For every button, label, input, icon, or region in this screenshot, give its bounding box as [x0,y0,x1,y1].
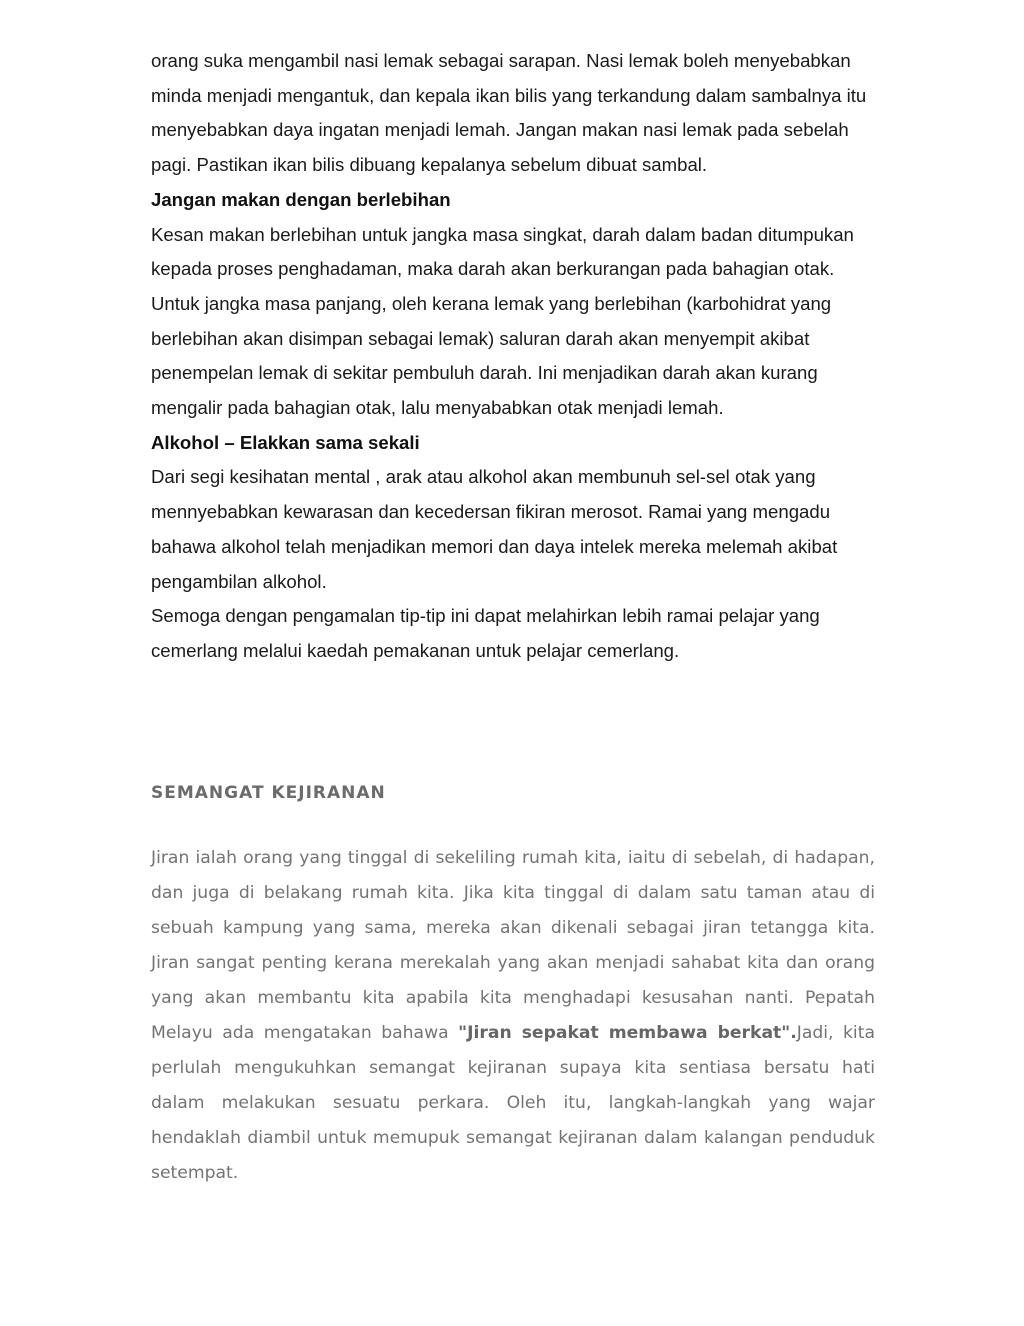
paragraph-alkohol: Dari segi kesihatan mental , arak atau alkohol akan membunuh sel-sel otak yang mennyebabkan kewarasan dan kecedersan fikiran merosot. Ramai yang mengadu bahawa alkohol telah menjadikan memori dan daya intelek mereka melemah akibat pengambilan alkohol. [151,466,838,592]
title-spacer [151,807,875,841]
heading-jangan-makan-berlebihan: Jangan makan dengan berlebihan [151,188,451,210]
heading-alkohol: Alkohol – Elakkan sama sekali [151,431,420,453]
section-title-semangat-kejiranan: SEMANGAT KEJIRANAN [151,782,386,803]
paragraph-jiran [151,841,875,1191]
paragraph-penutup: Semoga dengan pengamalan tip-tip ini dapat melahirkan lebih ramai pelajar yang cemerlang melalui kaedah pemakanan untuk pelajar cemerlang. [151,605,820,661]
paragraph-nasi-lemak: orang suka mengambil nasi lemak sebagai sarapan. Nasi lemak boleh menyebabkan minda menjadi mengantuk, dan kepala ikan bilis yang terkandung dalam sambalnya itu menyebabkan daya ingatan menjadi lemah. Jangan makan nasi lemak pada sebelah pagi. Pastikan ikan bilis dibuang kepalanya sebelum dibuat sambal. [151,50,867,176]
pepatah-quote: "Jiran sepakat membawa berkat". [458,1022,797,1043]
section-spacer [151,669,875,779]
paragraph-makan-berlebihan: Kesan makan berlebihan untuk jangka masa singkat, darah dalam badan ditumpukan kepada proses penghadaman, maka darah akan berkurangan pada bahagian otak. Untuk jangka masa panjang, oleh kerana lemak yang berlebihan (karbohidrat yang berlebihan akan disimpan sebagai lemak) saluran darah akan menyempit akibat penempelan lemak di sekitar pembuluh darah. Ini menjadikan darah akan kurang mengalir pada bahagian otak, lalu menyababkan otak menjadi lemah. [151,223,854,419]
paragraph-jiran-conclusion: Jadi, kita perlulah mengukuhkan semangat kejiranan supaya kita sentiasa bersatu hati dalam melakukan sesuatu perkara. Oleh itu, langkah-langkah yang wajar hendaklah diambil untuk memupuk semangat kejiranan dalam kalangan penduduk setempat. [151,1022,875,1183]
document-page [151,44,875,1191]
paragraph-jiran-intro: Jiran ialah orang yang tinggal di sekeliling rumah kita, iaitu di sebelah, di hadapan, dan juga di belakang rumah kita. Jika kita tinggal di dalam satu taman atau di sebuah kampung yang sama, mereka akan dikenali sebagai jiran tetangga kita. Jiran sangat penting kerana merekalah yang akan menjadi sahabat kita dan orang yang akan membantu kita apabila kita menghadapi kesusahan nanti. Pepatah Melayu ada mengatakan bahawa [151,847,875,1043]
